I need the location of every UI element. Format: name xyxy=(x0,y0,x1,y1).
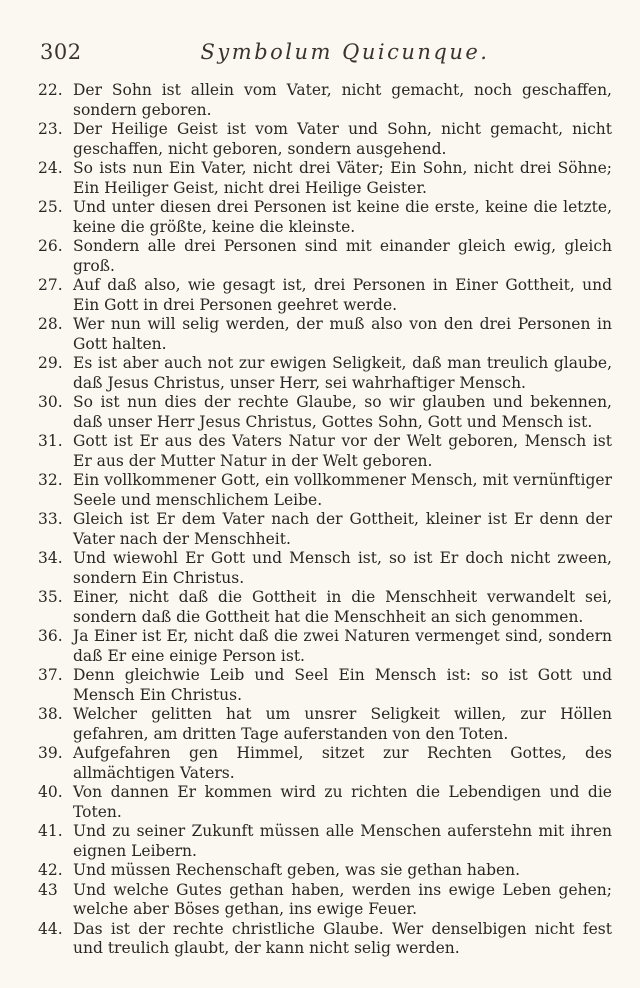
verse-item xyxy=(38,237,612,276)
verse-number: 31. xyxy=(38,432,63,450)
page-header xyxy=(40,40,610,68)
verse-number: 40. xyxy=(38,783,63,801)
verse-item xyxy=(38,471,612,510)
verse-number: 25. xyxy=(38,198,63,216)
verse-text: Gleich ist Er dem Vater nach der Gottheit, kleiner ist Er denn der Vater nach der Menschheit. xyxy=(73,510,612,548)
running-title: Symbolum Quicunque. xyxy=(200,40,490,64)
verse-item xyxy=(38,276,612,315)
verse-number: 32. xyxy=(38,471,63,489)
verse-number: 38. xyxy=(38,705,63,723)
verse-item xyxy=(38,861,612,881)
verse-item xyxy=(38,354,612,393)
verse-item xyxy=(38,393,612,432)
verse-number: 37. xyxy=(38,666,63,684)
verse-number: 34. xyxy=(38,549,63,567)
verse-text: Sondern alle drei Personen sind mit einander gleich ewig, gleich groß. xyxy=(73,237,612,275)
verse-item xyxy=(38,159,612,198)
verse-number: 26. xyxy=(38,237,63,255)
verse-text: Und welche Gutes gethan haben, werden ins ewige Leben gehen; welche aber Böses gethan, ins ewige Feuer. xyxy=(73,880,612,918)
verse-item xyxy=(38,120,612,159)
verse-number: 39. xyxy=(38,744,63,762)
verse-text: Aufgefahren gen Himmel, sitzet zur Rechten Gottes, des allmächtigen Vaters. xyxy=(73,744,612,782)
verse-number: 41. xyxy=(38,822,63,840)
verse-number: 35. xyxy=(38,588,63,606)
verse-item xyxy=(38,198,612,237)
verse-number: 36. xyxy=(38,627,63,645)
verse-number: 28. xyxy=(38,315,63,333)
verse-item xyxy=(38,627,612,666)
verse-item xyxy=(38,822,612,861)
verse-number: 43 xyxy=(38,880,58,899)
verse-text: Und müssen Rechenschaft geben, was sie gethan haben. xyxy=(73,861,521,879)
verse-item xyxy=(38,920,612,959)
verse-item xyxy=(38,588,612,627)
verse-text: Und unter diesen drei Personen ist keine die erste, keine die letzte, keine die größte, keine die kleinste. xyxy=(73,198,612,236)
verse-text: Denn gleichwie Leib und Seel Ein Mensch ist: so ist Gott und Mensch Ein Christus. xyxy=(73,666,612,704)
verse-text: Der Heilige Geist ist vom Vater und Sohn, nicht gemacht, nicht geschaffen, nicht geboren, sondern ausgehend. xyxy=(73,120,612,158)
verse-item xyxy=(38,744,612,783)
verse-item xyxy=(38,549,612,588)
verse-number: 44. xyxy=(38,919,63,938)
verse-text: Von dannen Er kommen wird zu richten die Lebendigen und die Toten. xyxy=(73,783,612,821)
verse-item xyxy=(38,510,612,549)
verse-text: Ja Einer ist Er, nicht daß die zwei Naturen vermenget sind, sondern daß Er eine einige Person ist. xyxy=(73,627,612,665)
verse-number: 24. xyxy=(38,159,63,177)
verse-number: 22. xyxy=(38,81,63,99)
verse-list xyxy=(38,81,612,959)
verse-text: Es ist aber auch not zur ewigen Seligkeit, daß man treulich glaube, daß Jesus Christus, unser Herr, sei wahrhaftiger Mensch. xyxy=(73,354,612,392)
verse-text: Der Sohn ist allein vom Vater, nicht gemacht, noch geschaffen, sondern geboren. xyxy=(73,81,612,119)
verse-text: Gott ist Er aus des Vaters Natur vor der Welt geboren, Mensch ist Er aus der Mutter Natur in der Welt geboren. xyxy=(73,432,612,470)
verse-number: 33. xyxy=(38,510,63,528)
verse-number: 23. xyxy=(38,120,63,138)
verse-number: 29. xyxy=(38,354,63,372)
verse-number: 30. xyxy=(38,393,63,411)
verse-text: So ist nun dies der rechte Glaube, so wir glauben und bekennen, daß unser Herr Jesus Christus, Gottes Sohn, Gott und Mensch ist. xyxy=(73,393,612,431)
page-number: 302 xyxy=(40,40,82,64)
verse-item xyxy=(38,881,612,920)
verse-text: Auf daß also, wie gesagt ist, drei Personen in Einer Gottheit, und Ein Gott in drei Personen geehret werde. xyxy=(73,276,612,314)
verse-number: 27. xyxy=(38,276,63,294)
verse-text: Wer nun will selig werden, der muß also von den drei Personen in Gott halten. xyxy=(73,315,612,353)
verse-text: Und wiewohl Er Gott und Mensch ist, so ist Er doch nicht zween, sondern Ein Christus. xyxy=(73,549,612,587)
verse-number: 42. xyxy=(38,861,63,879)
verse-text: Das ist der rechte christliche Glaube. Wer denselbigen nicht fest und treulich glaubt, der kann nicht selig werden. xyxy=(73,919,612,957)
verse-item xyxy=(38,432,612,471)
verse-text: Einer, nicht daß die Gottheit in die Menschheit verwandelt sei, sondern daß die Gottheit hat die Menschheit an sich genommen. xyxy=(73,588,612,626)
verse-item xyxy=(38,315,612,354)
verse-text: Welcher gelitten hat um unsrer Seligkeit willen, zur Höllen gefahren, am dritten Tage auferstanden von den Toten. xyxy=(73,705,612,743)
verse-item xyxy=(38,81,612,120)
verse-item xyxy=(38,783,612,822)
verse-item xyxy=(38,705,612,744)
verse-text: Und zu seiner Zukunft müssen alle Menschen auferstehn mit ihren eignen Leibern. xyxy=(73,822,612,860)
verse-text: Ein vollkommener Gott, ein vollkommener Mensch, mit vernünftiger Seele und menschlichem Leibe. xyxy=(73,471,612,509)
verse-item xyxy=(38,666,612,705)
verse-text: So ists nun Ein Vater, nicht drei Väter; Ein Sohn, nicht drei Söhne; Ein Heiliger Geist, nicht drei Heilige Geister. xyxy=(73,159,612,197)
